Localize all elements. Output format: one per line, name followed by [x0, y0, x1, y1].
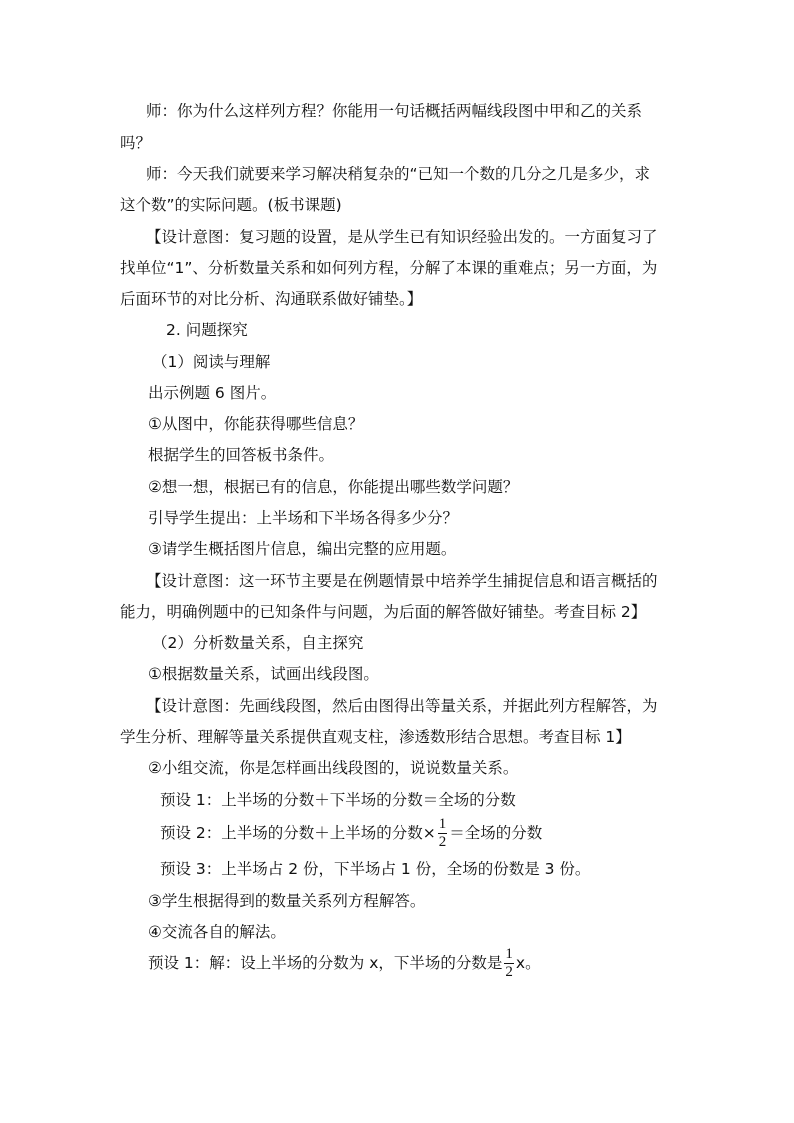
- fraction: [438, 817, 448, 850]
- design-intent-line: 【设计意图：复习题的设置，是从学生已有知识经验出发的。一方面复习了: [146, 228, 658, 246]
- fraction-numerator: 1: [505, 946, 513, 963]
- paragraph-line: ①从图中，你能获得哪些信息？: [148, 415, 364, 433]
- preset-text: 预设 2：上半场的分数＋上半场的分数×: [160, 824, 436, 843]
- preset-line: 预设 3：上半场占 2 份，下半场占 1 份，全场的份数是 3 份。: [160, 860, 591, 878]
- paragraph-line: 引导学生提出：上半场和下半场各得多少分？: [148, 509, 459, 527]
- paragraph-line: ③学生根据得到的数量关系列方程解答。: [148, 892, 426, 910]
- design-intent-line: 后面环节的对比分析、沟通联系做好铺垫。】: [120, 290, 423, 308]
- design-intent-line: 学生分析、理解等量关系提供直观支柱，渗透数形结合思想。考查目标 1】: [120, 728, 631, 746]
- fraction-numerator: 1: [438, 816, 447, 833]
- paragraph-line: ④交流各自的解法。: [148, 923, 286, 941]
- paragraph-line: 这个数”的实际问题。(板书课题): [120, 196, 342, 214]
- paragraph-line: ②想一想，根据已有的信息，你能提出哪些数学问题？: [148, 478, 519, 496]
- design-intent-line: 找单位“1”、分析数量关系和如何列方程，分解了本课的重难点；另一方面，为: [120, 259, 658, 277]
- paragraph-line: 吗？: [120, 134, 152, 152]
- fraction-denominator: 2: [505, 964, 513, 981]
- design-intent-line: 【设计意图：这一环节主要是在例题情景中培养学生捕捉信息和语言概括的: [146, 572, 658, 590]
- preset-text: ＝全场的分数: [449, 824, 543, 843]
- paragraph-line: ③请学生概括图片信息，编出完整的应用题。: [148, 540, 457, 558]
- paragraph-line: ①根据数量关系，试画出线段图。: [148, 665, 379, 683]
- paragraph-line: 根据学生的回答板书条件。: [148, 446, 335, 464]
- design-intent-line: 【设计意图：先画线段图，然后由图得出等量关系，并据此列方程解答，为: [146, 697, 658, 715]
- subsection-heading: （2）分析数量关系，自主探究: [152, 634, 364, 652]
- solution-line-with-fraction: [148, 946, 541, 982]
- paragraph-line: 出示例题 6 图片。: [148, 384, 277, 402]
- paragraph-line: ②小组交流，你是怎样画出线段图的，说说数量关系。: [148, 759, 519, 777]
- fraction-denominator: 2: [438, 834, 447, 851]
- fraction: [504, 947, 514, 980]
- design-intent-line: 能力，明确例题中的已知条件与问题，为后面的解答做好铺垫。考查目标 2】: [120, 603, 647, 621]
- paragraph-line: 师：你为什么这样列方程？你能用一句话概括两幅线段图中甲和乙的关系: [146, 102, 643, 120]
- section-heading: 2. 问题探究: [166, 321, 248, 339]
- preset-line-with-fraction: [160, 816, 542, 852]
- preset-line: 预设 1：上半场的分数＋下半场的分数＝全场的分数: [160, 791, 516, 809]
- solution-text: x。: [515, 954, 541, 973]
- solution-text: 预设 1：解：设上半场的分数为 x，下半场的分数是: [148, 954, 503, 973]
- subsection-heading: （1）阅读与理解: [152, 353, 271, 371]
- paragraph-line: 师：今天我们就要来学习解决稍复杂的“已知一个数的几分之几是多少，求: [146, 165, 651, 183]
